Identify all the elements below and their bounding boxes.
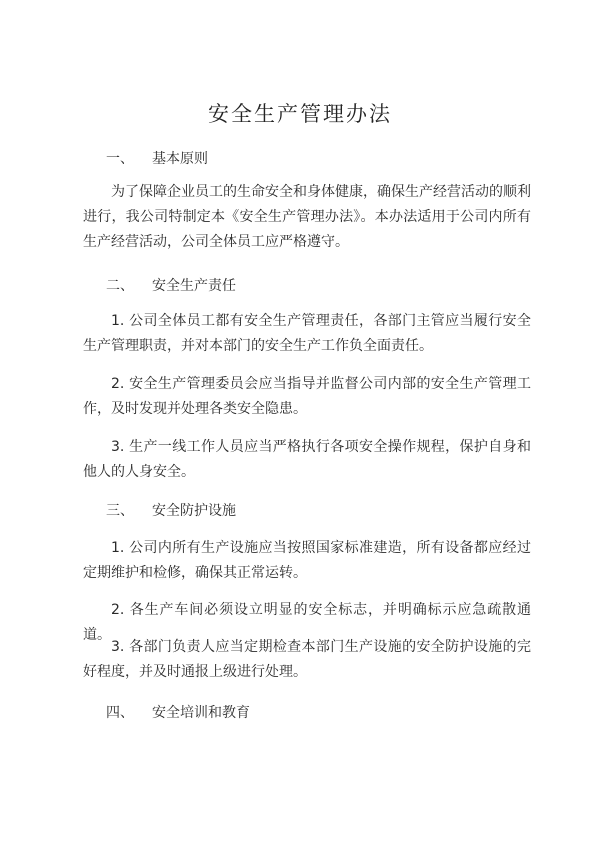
section-number: 二、 xyxy=(106,278,134,294)
section-title: 安全培训和教育 xyxy=(152,705,250,721)
paragraph: 3. 生产一线工作人员应当严格执行各项安全操作规程，保护自身和他人的人身安全。 xyxy=(83,439,531,480)
section-number: 三、 xyxy=(106,503,134,519)
section-title: 安全生产责任 xyxy=(152,278,236,294)
paragraph: 1. 公司内所有生产设施应当按照国家标准建造，所有设备都应经过定期维护和检修，确保其正常运转。 xyxy=(83,540,531,581)
paragraph: 3. 各部门负责人应当定期检查本部门生产设施的安全防护设施的完好程度，并及时通报上级进行处理。 xyxy=(83,639,531,680)
section-heading-4 xyxy=(106,702,250,722)
section-title: 基本原则 xyxy=(152,151,208,167)
section-heading-3 xyxy=(106,500,236,520)
section-number: 一、 xyxy=(106,151,134,167)
section-heading-1 xyxy=(106,148,208,168)
paragraph: 2. 各生产车间必须设立明显的安全标志，并明确标示应急疏散通道。 xyxy=(83,602,531,643)
paragraph: 为了保障企业员工的生命安全和身体健康，确保生产经营活动的顺利进行，我公司特制定本《安全生产管理办法》。本办法适用于公司内所有生产经营活动，公司全体员工应严格遵守。 xyxy=(83,184,531,250)
section-title: 安全防护设施 xyxy=(152,503,236,519)
section-number: 四、 xyxy=(106,705,134,721)
section-heading-2 xyxy=(106,275,236,295)
paragraph: 2. 安全生产管理委员会应当指导并监督公司内部的安全生产管理工作，及时发现并处理各类安全隐患。 xyxy=(83,376,531,417)
page-title: 安全生产管理办法 xyxy=(208,102,392,126)
paragraph: 1. 公司全体员工都有安全生产管理责任，各部门主管应当履行安全生产管理职责，并对本部门的安全生产工作负全面责任。 xyxy=(83,313,531,354)
